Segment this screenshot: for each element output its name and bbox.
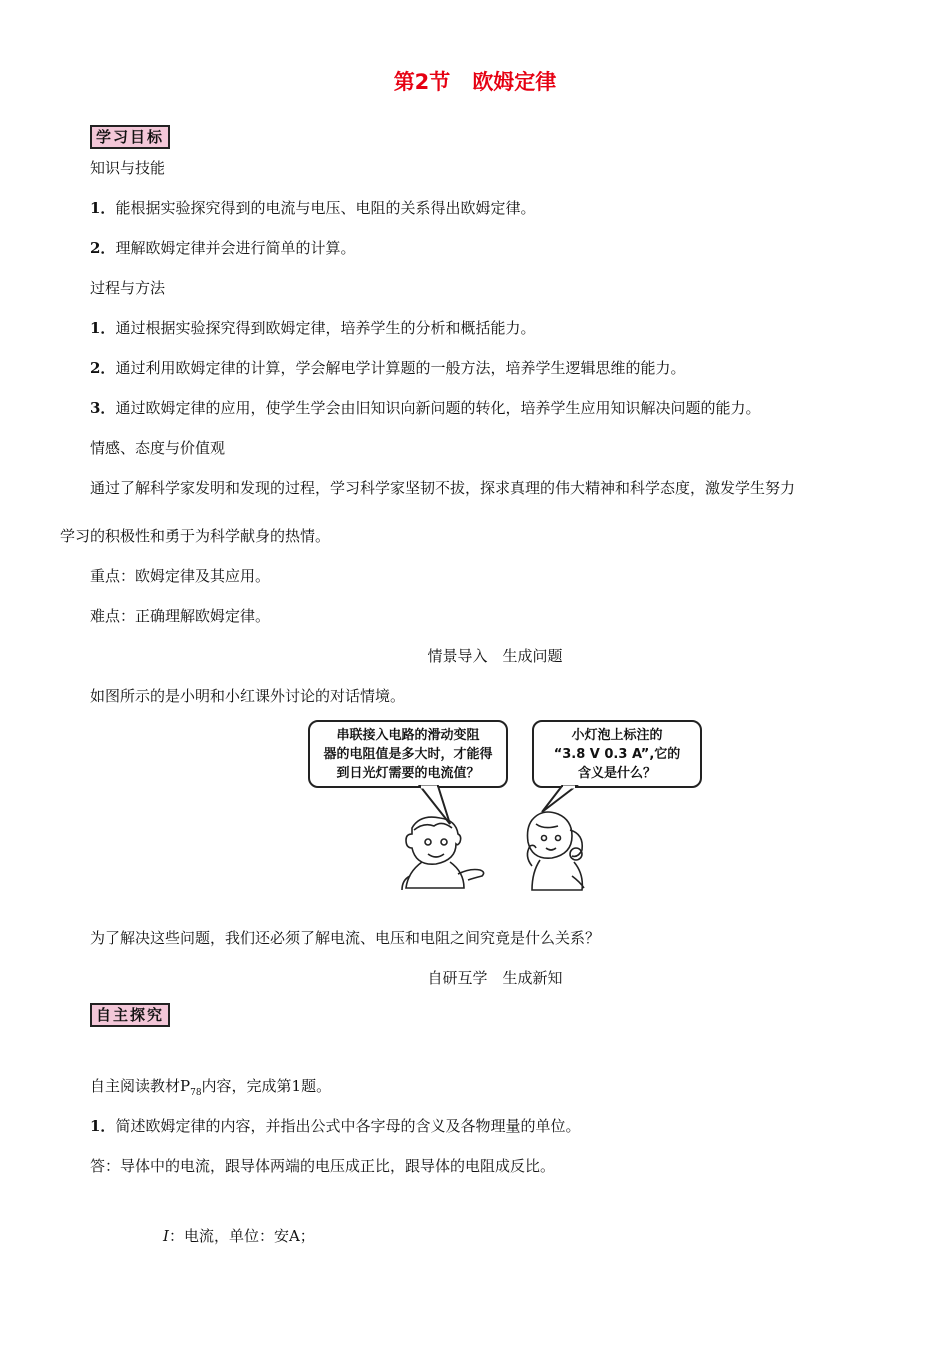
section-name: 欧姆定律	[472, 70, 557, 94]
intro-text: 如图所示的是小明和小红课外讨论的对话情境。	[90, 687, 406, 705]
answer-text: 答：导体中的电流，跟导体两端的电压成正比，跟导体的电阻成反比。	[90, 1157, 556, 1175]
list-item: 1．通过根据实验探究得到欧姆定律，培养学生的分析和概括能力。	[90, 319, 536, 337]
list-item: 1．能根据实验探究得到的电流与电压、电阻的关系得出欧姆定律。	[90, 199, 536, 217]
study-heading: 自研互学 生成新知	[427, 969, 563, 987]
list-item: 2．理解欧姆定律并会进行简单的计算。	[90, 239, 356, 257]
characters-drawing	[300, 716, 720, 898]
list-item: 3．通过欧姆定律的应用，使学生学会由旧知识向新问题的转化，培养学生应用知识解决问题的能力。	[90, 399, 761, 417]
section-number: 第2节	[393, 70, 451, 94]
page-title	[0, 66, 950, 96]
emotion-text-line2: 学习的积极性和勇于为科学献身的热情。	[60, 527, 331, 545]
key-point: 重点：欧姆定律及其应用。	[90, 567, 271, 585]
self-explore-badge: 自主探究	[90, 1003, 170, 1027]
speech-bubble-left: 串联接入电路的滑动变阻 器的电阻值是多大时，才能得 到日光灯需要的电流值？	[308, 720, 508, 788]
question-1: 1．简述欧姆定律的内容，并指出公式中各字母的含义及各物理量的单位。	[90, 1117, 581, 1135]
emotion-heading: 情感、态度与价值观	[90, 439, 226, 457]
boy-icon	[402, 817, 484, 890]
objectives-badge: 学习目标	[90, 125, 170, 149]
intro-question: 为了解决这些问题，我们还必须了解电流、电压和电阻之间究竟是什么关系？	[90, 929, 601, 947]
girl-icon	[527, 812, 584, 890]
intro-heading: 情景导入 生成问题	[427, 647, 563, 665]
variable-definition: I：电流，单位：安A；	[163, 1227, 315, 1245]
dialogue-illustration	[300, 716, 720, 898]
reading-instruction: 自主阅读教材$P_{78}$内容，完成第1题。	[90, 1077, 332, 1098]
list-item: 2．通过利用欧姆定律的计算，学会解电学计算题的一般方法，培养学生逻辑思维的能力。	[90, 359, 686, 377]
emotion-text-line1: 通过了解科学家发明和发现的过程，学习科学家坚韧不拔，探求真理的伟大精神和科学态度，激发学生努力	[90, 479, 796, 497]
difficulty: 难点：正确理解欧姆定律。	[90, 607, 271, 625]
speech-bubble-right: 小灯泡上标注的 “3.8 V 0.3 A”,它的 含义是什么？	[532, 720, 702, 788]
knowledge-heading: 知识与技能	[90, 159, 166, 177]
process-heading: 过程与方法	[90, 279, 166, 297]
